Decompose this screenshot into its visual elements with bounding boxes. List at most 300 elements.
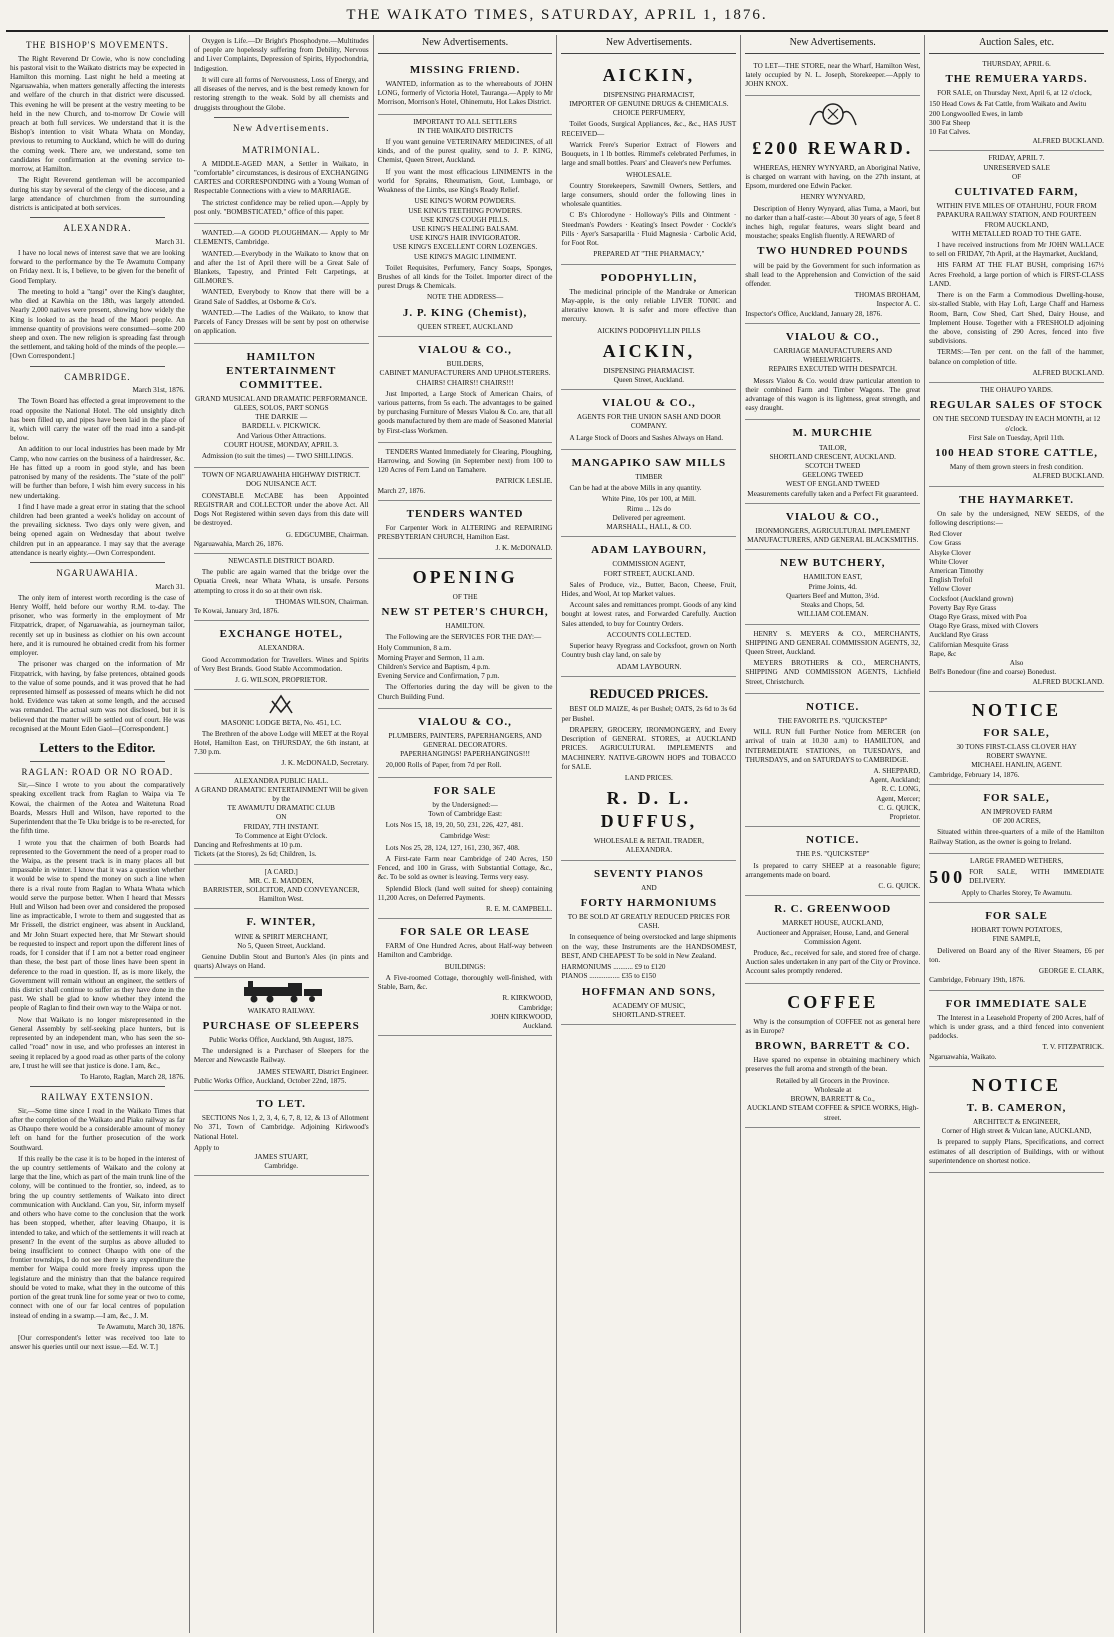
ngaruawahia-heading: NGARUAWAHIA. [56,568,139,579]
notice-heading-2: NOTICE. [806,834,860,847]
hoffman: HOFFMAN AND SONS, [581,985,716,998]
bonedust: Bell's Bonedour (fine and coarse) Bonedust. [929,668,1057,677]
greenwood-ad: R. C. GREENWOOD MARKET HOUSE, AUCKLAND, Auctioneer and Appraiser, House, Land, and General Commission Agent. Produce, &c., received for sale, and stored free of charge. Auction sales undertaken in any part of the City or Province. Account sales promptly rendered. [745,896,920,983]
town-ngaruawahia: TOWN OF NGARUAWAHIA HIGHWAY DISTRICT. [201,471,361,480]
madden-name: MR. C. E. MADDEN, [248,876,314,885]
st-peters: NEW ST PETER'S CHURCH, [381,605,549,618]
jp-addr: QUEEN STREET, AUCKLAND [417,322,513,331]
dog-act-ad [194,468,369,554]
seed-12: Californian Mesquite Grass [929,640,1009,649]
quickstep-sheep-ad [745,827,920,896]
reward: £200 REWARD. [752,137,914,158]
undersigned: by the Undersigned:— [432,800,498,809]
divider [30,366,165,367]
divider [30,1086,165,1087]
exchange-place: ALEXANDRA. [257,644,305,653]
buildings-text: A Five-roomed Cottage, thoroughly well-finished, with Stable, Barn, &c. [377,973,553,992]
cg-quick: C. G. QUICK. [878,882,921,891]
admission: Admission (to suit the times) — TWO SHILLINGS. [201,452,354,461]
locomotive-icon [236,981,326,1003]
new-ads-heading: New Advertisements. [378,35,553,54]
immediate-sale-ad [929,991,1104,1067]
duffus-place: ALEXANDRA. [625,846,673,855]
coffee: COFFEE [787,991,879,1012]
immediate-text: The Interest in a Leasehold Property of 200 Acres, half of which is under grass, and a third fenced into convenient paddocks. [929,1013,1104,1041]
second-tuesday: ON THE SECOND TUESDAY IN EACH MONTH, at 12 o'clock. [932,415,1101,433]
podophyllin-ad: PODOPHYLLIN, The medicinal principle of the Mandrake or American May-apple, is the only reliable LIVER TONIC and alterative known. It is safer and more effective than mercury. AICKIN'S PODOPHYLLIN PILLS AICKIN, DISPENSING PHARMACIST. Queen Street, Auckland. [561,265,736,391]
campbell: R. E. M. CAMPBELL. [485,904,553,913]
coffee-works: AUCKLAND STEAM COFFEE & SPICE WORKS, High-street. [746,1104,919,1122]
use-item-2: USE KING'S COUGH PILLS. [420,215,510,224]
to-let-store-ad [745,57,920,97]
note-address: NOTE THE ADDRESS— [427,293,504,302]
wholesale-at: Wholesale at [814,1085,852,1094]
cultivated: CULTIVATED FARM, [954,186,1079,199]
seventy-pianos: SEVENTY PIANOS [593,867,704,880]
for-sale-intro: FOR SALE, on Thursday Next, April 6, at 12 o'clock, [937,89,1092,98]
seed-10: Otago Rye Grass, mixed with Clovers [929,622,1039,631]
produce: Sales of Produce, viz., Butter, Bacon, Cheese, Fruit, Hides, and Wool, At top Market values. [561,580,737,599]
kirkwood-place: Cambridge; [518,1003,553,1012]
rimu: Rimu ... 12s do [626,504,671,513]
column-4 [557,35,741,1633]
adam-sign: ADAM LAYBOURN. [616,662,682,671]
inspector: Inspector A. C. [876,300,921,309]
chairs: CHAIRS! CHAIRS!! CHAIRS!!! [416,378,514,387]
vialou-sash-ad [561,390,736,450]
column-1: THE BISHOP'S MOVEMENTS. The Right Reverend Dr Cowie, who is now concluding his pastoral visit to the Waikato districts may be expected in Hamilton this morning. Last night he held a meeting at Ngaruawahia, when matters generally affecting the interests and welfare of the church in that district were discussed. This evening he will be present at the vestry meeting to be held in the new Church, and to-morrow Dr Cowie will preach at both full services. We understand that it is the Bishop's intention to visit Whata Whata on Monday, previous to returning to Auckland, which he will do during the coming week. There are, we understand, some ten candidates for confirmation at the evening service to-morrow, at Hamilton. The Right Reverend gentleman will be accompanied during his stay by several of the clergy of the diocese, and a large attendance of churchmen from the surrounding districts is anticipated at both services. ALEXANDRA. March 31. I have no local news of interest save that we are looking forward to the performance by the Te Awamutu Company on Friday next. It is, I believe, to be given for the benefit of Good Templary. The meeting to hold a "tangi" over the King's daughter, who died at Kawhia on the 18th, was largely attended. Nearly 2,000 natives were present, showing how widely the King is looked to as the head of the Maori people. An immense quantity of provisions were consumed—some 200 sheep and oxen. The new religion is spreading fast through the settlement, and taking hold of the minds of the people.—[Own Correspondent.] CAMBRIDGE. March 31st, 1876. The Town Board has effected a great improvement to the road opposite the National Hotel. The old unsightly ditch has been filled up, and pipes have been laid in the place of it, which will carry the water off the road into a sand-pit below. An addition to our local industries has been made by Mr Camp, who now carries on the business of a hairdresser, &c. He has fitted up a room in good style, and has been patronised by many of the residents. The "state of the poll" will be further than before, I wish him every success in his new undertaking. I find I have made a great error in stating that the school children had been granted a week's holiday on account of the prevailing sickness. Two days only were given, and being opened again on Wednesday that about twelve children put in an appearance. I may say that the average attendance is nearly eighty.—Own Correspondent. NGARUAWAHIA. March 31. The only item of interest worth recording is the case of Henry Wolff, held before our worthy R.M. to-day. The prisoner, who was formerly in the employment of Mr Fitzpatrick, draper, of Ngaruawahia, as journeyman tailor, recently set up in business as clothier on his own account here, and it is rumoured he obtained credit from his former employer. The prisoner was charged on the information of Mr Fitzpatrick, with having, by false pretences, obtained goods to the value of some pounds, and it was proved that he had represented himself as possessed of means which he did not hold. Evidence was taken at some length, and the accused was remanded. The actual sum was not disclosed, but it is believed that the matter will be settled out of court. He was recognised at the Mount Eden Gaol—[Correspondent.] Letters to the Editor. RAGLAN: ROAD OR NO ROAD. Sir,—Since I wrote to you about the comparatively speaking excellent track from Raglan to Waipa via Te Kowai, the chairmen of the Aotea and Waitetuna Road Boards, Messrs Hull and Wilson, have reported to the Superintendent that the Te Uku bridge is to be re-erected, for the fifth time. I wrote you that the chairmen of both Boards had represented to the Government the need of a proper road to the Waipa, as the present track is in many places all but impassable in winter. I know that it was a question whether it would be wise to spend the money on such a line when there is a rival route from Raglan to Whata Whata which would serve the purpose better. When I heard that Messrs Hull and Wilson had been over and considered the proposed line as impracticable, I wrote to them and suggested that as Mr Frissell, the district engineer, was absent in Auckland, and Mr John Stuart expected here, that Mr Stewart should be requested to inspect and report upon the different lines of roads, for I consider that if I am not a better road engineer than these, the best part of those lines have been spent in deference to the road in question. If, as is more likely, the Government will remain without an engineer, the settlers of this district shall continue to suffer as they have done in the past. We shall be glad to know whether they intend the people of Raglan to find their own way to the Waipa or not. Now that Waikato is no longer misrepresented in the General Assembly by self-seeking place hunters, but is represented by an independent man, who has seen the so-called "road" now in use, and who professes an interest in seeing it replaced by a good road as other parts of the colony are, I trust he will see that justice is done. I am, &c., To Haroto, Raglan, March 28, 1876. RAILWAY EXTENSION. Sir,—Some time since I read in the Waikato Times that after the completion of the Waikato and Piako railway as far as Ohaupo there would be a considerable amount of money left on hand for the further prosecution of the work Southward. If this really be the case it is to be hoped in the interest of the up country settlements of Waikato and the colony at large that the line, which as part of the main trunk line of the colony, will be continued to the frontier, so, indeed, as to bring the up country settlements of Waikato into direct communication with Auckland. Can you, Sir, inform myself and others who have come to the conclusion that the work has been stopped, whether, after leaving Ohaupo, it is intended to take, and which of the settlements it will reach at present? In the event of the surplus as above alluded to being insufficient to connect Ohaupo with one of the frontier townships, I do not see there is any expenditure the member for Waipa could more freely impress upon the legislature and the ministry than that the balance required should be voted to make, what they in the outcome of this portion of the great trunk line for some year or two to come, connect with one of our far local centres of population instead of ending in a swamp.—I am, &c., J. M. Te Awamutu, March 30, 1876. [Our correspondent's letter was received too late to answer his queries until our next issue.—Ed. W. T.] [6,35,190,1633]
matrimonial-ad: MATRIMONIAL. A MIDDLE-AGED MAN, a Settler in Waikato, in "comfortable" circumstances, is desirous of EXCHANGING CARTES and CORRESPONDING with a Young Woman of Respectable Connections with a view to MARRIAGE. The strictest confidence may be relied upon.—Apply by post only. "BOMBSTICATED," office of this paper. [194,137,369,224]
architect: ARCHITECT & ENGINEER, [972,1117,1061,1126]
for-sale-3: FOR SALE, [983,791,1050,804]
wanted-saddles: WANTED, Everybody to Know that there will be a Grand Sale of Saddles, at Osborne & Co's. [193,288,369,306]
commission-agent: COMMISSION AGENT, [612,560,686,569]
quick: C. G. QUICK, [878,803,921,812]
pw-office: Public Works Office, Auckland, 9th August, 1875. [208,1035,354,1044]
glees: GLEES, SOLOS, PART SONGS [233,403,329,412]
railway-ad [194,978,369,1091]
hamilton-label: HAMILTON. [445,621,485,630]
use-item-5: USE KING'S EXCELLENT CORN LOZENGES. [392,243,538,252]
sale-or-lease: FOR SALE OR LEASE [400,926,530,939]
exchange-hotel: EXCHANGE HOTEL, [219,628,343,641]
repairs: REPAIRS EXECUTED WITH DESPATCH. [768,365,897,374]
sleepers-heading: PURCHASE OF SLEEPERS [202,1019,360,1032]
king-chemist-ad: IMPORTANT TO ALL SETTLERS IN THE WAIKATO DISTRICTS If you want genuine VETERINARY MEDICINES, of all kinds, and of the purest quality, send to J. P. KING, Chemist, Queen Street, Auckland. If you want the most efficacious LINIMENTS in the world for Sprains, Rheumatism, Gout, Lumbago, or Weakness of the Limbs, use King's Ready Relief. USE KING'S WORM POWDERS. USE KING'S TEETHING POWDERS. USE KING'S COUGH PILLS. USE KING'S HEALING BALSAM. USE KING'S HAIR INVIGORATOR. USE KING'S EXCELLENT CORN LOZENGES. USE KING'S MAGIC LINIMENT. Toilet Requisites, Perfumery, Fancy Soaps, Sponges, Brushes of all kinds for the Toilet. Importer direct of the purest Drugs & Chemicals. NOTE THE ADDRESS— J. P. KING (Chemist), QUEEN STREET, AUCKLAND [378,115,553,337]
timber-text: Can be had at the above Mills in any quantity. [569,484,702,493]
railway-text: Sir,—Some time since I read in the Waikato Times that after the completion of the Waikato and Piako railway as far as Ohaupo there would be a considerable amount of money left on hand for the further prosecution of the work Southward. [10,1106,185,1152]
constable-text: CONSTABLE McCABE has been Appointed REGISTRAR and COLLECTOR under the above Act. All Dogs Not Registered within seven days from this date will be destroyed. [193,491,369,528]
wethers: LARGE FRAMED WETHERS, [970,856,1064,865]
winter-ad [194,909,369,978]
patrick-leslie: PATRICK LESLIE. [495,477,553,486]
grand-perf: GRAND MUSICAL AND DRAMATIC PERFORMANCE. [195,394,368,403]
butchery-ad [745,550,920,624]
cultivated-farm-ad: FRIDAY, APRIL 7. UNRESERVED SALE OF CULTIVATED FARM, WITHIN FIVE MILES OF OTAHUHU, FOUR FROM PAPAKURA RAILWAY STATION, AND FOURTEEN FROM AUCKLAND, WITH METALLED ROAD TO THE GATE. I have received instructions from Mr JOHN WALLACE to sell on FRIDAY, 7th April, at the Haymarket, Auckland, HIS FARM AT THE FLAT BUSH, comprising 167½ Acres Freehold, a large portion of which is FIRST-CLASS LAND. There is on the Farm a Commodious Dwelling-house, six-stalled Stable, with Hay Loft, Large Chaff and Harness Room, Barn, Cow Shed, Cart Shed, Dairy House, and Implement House. Together with a FRESHOLD adjoining the above, consisting of 290 Acres, fenced into five subdivisions. TERMS:—Ten per cent. on the fall of the hammer, balance on completion of title. ALFRED BUCKLAND. [929,151,1104,383]
farm-text: A First-rate Farm near Cambridge of 240 Acres, 150 Fenced, and 100 in Grass, with Substantial Cottage, &c., &c. To be sold as owner is leaving. Terms very easy. [377,854,553,882]
tenders-church-ad [378,501,553,559]
ohaupo-ad [929,383,1104,486]
fitz-place: Ngaruawahia, Waikato. [929,1052,997,1061]
hamilton-east: HAMILTON EAST, [803,573,863,582]
church-opening-ad [378,559,553,709]
acres: OF 200 ACRES, [992,817,1041,826]
meyers-brothers: MEYERS BROTHERS & CO., MERCHANTS, SHIPPING AND COMMISSION AGENTS, Lichfield Street, Christchurch. [745,659,921,686]
to-let-store: TO LET—THE STORE, near the Wharf, Hamilton West, lately occupied by N. L. Joseph, Storekeeper.—Apply to JOHN KNOX. [745,61,921,89]
dancing: Dancing and Refreshments at 10 p.m. [193,841,303,850]
henry-meyers: HENRY S. MEYERS & CO., MERCHANTS, SHIPPING AND GENERAL COMMISSION AGENTS, 32, Queen Street, Auckland. [745,629,921,656]
flat-bush: HIS FARM AT THE FLAT BUSH, comprising 167½ Acres Freehold, a large portion of which is FIRST-CLASS LAND. [929,261,1104,288]
seed-6: Yellow Clover [929,585,971,594]
seed-1: Cow Grass [929,539,961,548]
seed-2: Alsyke Clover [929,548,971,557]
winter-text: Genuine Dublin Stout and Burton's Ales (in pints and quarts) Always on Hand. [193,952,369,971]
seed-7: Cocksfoot (Auckland grown) [929,594,1014,603]
notice-3: NOTICE [972,1074,1062,1095]
stock-item-1: 200 Longwoolled Ewes, in lamb [929,109,1023,118]
newcastle-heading: NEWCASTLE DISTRICT BOARD. [228,557,335,566]
splendid-block: Splendid Block (land well suited for sheep) containing 11,200 Acres, on Deferred Payments. [377,884,553,902]
waikato-railway: WAIKATO RAILWAY. [247,1006,315,1015]
buckland-4: ALFRED BUCKLAND. [1032,677,1104,686]
union-sash: AGENTS FOR THE UNION SASH AND DOOR COMPANY. [576,413,721,431]
alexandra-hall-ad [194,774,369,865]
clover-hay: 30 TONS FIRST-CLASS CLOVER HAY [956,742,1077,751]
reward-text: WHEREAS, HENRY WYNYARD, an Aboriginal Native, is charged on warrant with having, on the 27th instant, at Epsom, murdered one Edwin Packer. [745,163,921,191]
vialou-iron-ad [745,504,920,551]
to-let-heading: TO LET. [256,1098,306,1110]
use-item-0: USE KING'S WORM POWDERS. [414,197,516,206]
commence: To Commence at Eight O'clock. [235,831,328,840]
sheep-text: Is prepared to carry SHEEP at a reasonable figure; arrangements made on board. [745,861,921,879]
auckland-sign: Auckland. [522,1021,553,1030]
wynyard: HENRY WYNYARD, [800,193,865,202]
apply-to: Apply to [193,1143,220,1152]
raglan-sign: To Haroto, Raglan, March 28, 1876. [80,1072,185,1081]
steaks: Steaks and Chops, 5d. [800,601,865,610]
aickin-sub: DISPENSING PHARMACIST, [603,90,695,99]
hamilton-west: Hamilton West. [258,895,304,904]
geelong-tweed: GEELONG TWEED [802,471,864,480]
ohaupo: THE OHAUPO YARDS. [980,386,1053,395]
improved: AN IMPROVED FARM [980,807,1053,816]
prepared: PREPARED AT "THE PHARMACY," [593,250,705,259]
swayne-date: Cambridge, February 14, 1876. [929,770,1020,779]
buckland-1: ALFRED BUCKLAND. [1032,137,1104,146]
duffus-ad: REDUCED PRICES. BEST OLD MAIZE, 4s per Bushel; OATS, 2s 6d to 3s 6d per Bushel. DRAPERY, GROCERY, IRONMONGERY, and Every Description of GENERAL STORES, at AUCKLAND PRICES. AGRICULTURAL IMPLEMENTS and MACHINERY. NATIVE-GROWN HOPS and TOBACCO for SALE. LAND PRICES. R. D. L. DUFFUS, WHOLESALE & RETAIL TRADER, ALEXANDRA. [561,677,736,861]
patrick-date: March 27, 1876. [377,486,426,495]
sleepers-text: The undersigned is a Purchaser of Sleepers for the Mercer and Newcastle Railway. [193,1047,369,1065]
aickin-ad: AICKIN, DISPENSING PHARMACIST, IMPORTER OF GENUINE DRUGS & CHEMICALS. CHOICE PERFUMERY, Toilet Goods, Surgical Appliances, &c., &c., HAS JUST RECEIVED— Warrick Frere's Superior Extract of Flowers and Bouquets, in 1 lb bottles. Rimmel's celebrated Perfumes, in large and small bottles. Pears' and Cleaver's new Perfumes. WHOLESALE. Country Storekeepers, Sawmill Owners, Settlers, and large consumers, should order the following lines in wholesale quantities. C B's Chlorodyne · Holloway's Pills and Ointment · Steedman's Powders · Keating's Insect Powder · Cockle's Pills · Ayer's Sarsaparilla · Fluid Magnesia · Carbolic Acid, for Foot Rot. PREPARED AT "THE PHARMACY," [561,57,736,265]
quickstep-2: THE P.S. "QUICKSTEP" [795,850,870,859]
white-pine: White Pine, 10s per 100, at Mill. [601,495,696,504]
use-item-1: USE KING'S TEETHING POWDERS. [408,206,522,215]
alexandra-date: March 31. [155,237,185,246]
unreserved: UNRESERVED SALE [983,163,1050,172]
buckland-3: ALFRED BUCKLAND. [1032,472,1104,481]
aickin-name: AICKIN, [602,64,696,85]
jk-mcdonald: J. K. McDONALD. [495,544,553,553]
marshall: MARSHALL, HALL, & CO. [606,523,692,532]
wanted-gilmore: WANTED.—Everybody in the Waikato to know that on and after the 1st of April there will be a Great Sale of Blankets, Tapestry, and Printed Felt Carpetings, at GILMORE'S. [193,249,369,286]
newcastle-text: The public are again warned that the bridge over the Opuatia Creek, near Whata Whata, is unsafe. Persons attempting to cross it do so at their own risk. [193,568,369,595]
wanted-ploughman: WANTED.—A GOOD PLOUGHMAN.— Apply to Mr CLEMENTS, Cambridge. [193,229,369,247]
town-east: Town of Cambridge East: [428,809,503,818]
stock-item-2: 300 Fat Sheep [929,118,971,127]
farm-instructions: I have received instructions from Mr JOHN WALLACE to sell on FRIDAY, 7th April, at the Haymarket, Auckland, [929,241,1104,259]
farm-hundred: FARM of One Hundred Acres, about Half-way between Hamilton and Cambridge. [377,942,553,960]
reward-ad: £200 REWARD. WHEREAS, HENRY WYNYARD, an Aboriginal Native, is charged on warrant with having, on the 27th instant, at Epsom, murdered one Edwin Packer. HENRY WYNYARD, Description of Henry Wynyard, alias Tuma, a Maori, but no darker than a half-caste:—About 30 years of age, 5 feet 8 inches high, regular features, wears slight beard and moustache; speaks English fluently. A REWARD of TWO HUNDRED POUNDS will be paid by the Government for such information as shall lead to the Apprehension and Conviction of the said offender. THOMAS BROHAM, Inspector A. C. Inspector's Office, Auckland, January 28, 1876. [745,96,920,323]
use-item-6: USE KING'S MAGIC LINIMENT. [413,252,517,261]
sections-text: SECTIONS Nos 1, 2, 3, 4, 6, 7, 8, 12, & 13 of Allotment No 371, Town of Cambridge. Adjoining Kirkwood's National Hotel. [193,1114,369,1141]
r-kirkwood: R. KIRKWOOD, [502,994,553,1003]
paper-text: 20,000 Rolls of Paper, from 7d per Roll. [385,761,502,770]
vialou-name-4: VIALOU & CO., [785,330,880,343]
missing-text: WANTED, information as to the whereabouts of JOHN LONG, formerly of Victoria Hotel, Tauranga.—Apply to Mr Morrison, Morrison's Hotel, Ohinemutu, Hot Lakes District. [377,79,553,107]
delivered: Delivered on Board any of the River Steamers, £6 per ton. [929,946,1104,964]
seed-0: Red Clover [929,530,963,539]
tenders-clearing-ad [378,443,553,501]
masonic-ad [194,690,369,773]
meyers-ad [745,625,920,694]
brown-text: Have spared no expense in obtaining machinery which preserves the full aroma and strength of the bean. [745,1056,921,1074]
tenders-wanted: TENDERS WANTED [406,507,524,520]
king-text: If you want genuine VETERINARY MEDICINES, of all kinds, and of the purest quality, send to J. P. KING, Chemist, Queen Street, Auckland. [377,137,553,165]
stock-item-0: 150 Head Cows & Fat Cattle, from Waikato and Awitu [929,100,1087,109]
potatoes-ad [929,903,1104,990]
harmoniums-price: HARMONIUMS ........... £9 to £120 [561,963,666,972]
court-house: COURT HOUSE, MONDAY, APRIL 3. [223,440,339,449]
retailed: Retailed by all Grocers in the Province. [775,1076,890,1085]
west-england-tweed: WEST OF ENGLAND TWEED [785,480,880,489]
jp-king: J. P. KING (Chemist), [402,306,528,319]
agent-mercer: Agent, Mercer; [876,794,921,803]
murchie-ad [745,420,920,503]
sale-lease-ad [378,919,553,1036]
quickstep-ad [745,694,920,827]
bishop-text: The Right Reverend Dr Cowie, who is now concluding his pastoral visit to the Waikato districts may be expected in Hamilton this morning. Last night he held a meeting at Ngaruawahia, when matters generally affecting the interests and welfare of the church in that district were discussed. This evening he will be present at the vestry meeting to be held in the new Church, and to-morrow Dr Cowie will preach at both full services. We understand that it is the Bishop's intention to visit Whata Whata on Monday, previous to returning to Auckland, which he will do during the coming week. There are, we understand, some ten candidates for confirmation at the evening service to-morrow, at Hamilton. [10,54,185,174]
masonic-secretary: J. K. McDONALD, Secretary. [281,759,369,768]
improved-farm-ad [929,785,1104,854]
masthead [6,0,1108,32]
service-0: Holy Communion, 8 a.m. [377,644,452,653]
queen-st: Queen Street, Auckland. [613,375,685,384]
dog-act: DOG NUISANCE ACT. [245,480,317,489]
seed-9: Otago Rye Grass, mixed with Poa [929,613,1027,622]
matrimonial-text: A MIDDLE-AGED MAN, a Settler in Waikato, in "comfortable" circumstances, is desirous of EXCHANGING CARTES and CORRESPONDING with a Young Woman of Respectable Connections with a view to MARRIAGE. [193,159,369,196]
aickin-text: Toilet Goods, Surgical Appliances, &c., &c., HAS JUST RECEIVED— [561,120,737,138]
newspaper-columns [6,35,1108,1633]
dispensing-2: DISPENSING PHARMACIST. [603,366,695,375]
notice: NOTICE [972,699,1062,720]
campbell-for-sale-ad [378,778,553,919]
proprietor: Proprietor. [889,813,921,822]
aickin-name-2: AICKIN, [602,340,696,361]
thomas-date: Te Kowai, January 3rd, 1876. [193,607,279,616]
column-2: Oxygen is Life.—Dr Bright's Phosphodyne.—Multitudes of people are hopelessly suffering from Debility, Nervous and Liver Complaints, Depression of Spirits, Hypochondria, Indigestion. It will cure all forms of Nervousness, Loss of Energy, and all diseases of the nerves, and is the best remedy known for restoring strength to the weak. Sold by all chemists and druggists throughout the Globe. New Advertisements. MATRIMONIAL. A MIDDLE-AGED MAN, a Settler in Waikato, in "comfortable" circumstances, is desirous of EXCHANGING CARTES and CORRESPONDING with a Young Woman of Respectable Connections with a view to MARRIAGE. The strictest confidence may be relied upon.—Apply by post only. "BOMBSTICATED," office of this paper. WANTED.—A GOOD PLOUGHMAN.— Apply to Mr CLEMENTS, Cambridge. WANTED.—Everybody in the Waikato to know that on and after the 1st of April there will be a Great Sale of Blankets, Tapestry, and Printed Felt Carpetings, at GILMORE'S. WANTED, Everybody to Know that there will be a Grand Sale of Saddles, at Osborne & Co's. WANTED.—The Ladies of the Waikato, to know that Parcels of Fancy Dresses will be sent by post on otherwise on application. HAMILTON ENTERTAINMENT COMMITTEE. GRAND MUSICAL AND DRAMATIC PERFORMANCE. GLEES, SOLOS, PART SONGS THE DARKIE — BARDELL v. PICKWICK. And Various Other Attractions. COURT HOUSE, MONDAY, APRIL 3. Admission (to suit the times) — TWO SHILLINGS. TOWN OF NGARUAWAHIA HIGHWAY DISTRICT. DOG NUISANCE ACT. CONSTABLE McCABE has been Appointed REGISTRAR and COLLECTOR under the above Act. All Dogs Not Registered within seven days from this date will be destroyed. G. EDGCUMBE, Chairman. Ngaruawahia, March 26, 1876. NEWCASTLE DISTRICT BOARD. The public are again warned that the bridge over the Opuatia Creek, near Whata Whata, is unsafe. Persons attempting to cross it do so at their own risk. THOMAS WILSON, Chairman. Te Kowai, January 3rd, 1876. EXCHANGE HOTEL, ALEXANDRA. Good Accommodation for Travellers. Wines and Spirits of Very Best Brands. Good Stable Accommodation. J. G. WILSON, PROPRIETOR. MASONIC LODGE BETA, No. 451, I.C. The Brethren of the above Lodge will MEET at the Royal Hotel, Hamilton East, on THURSDAY, the 6th instant, at 7.30 p.m. J. K. McDONALD, Secretary. ALEXANDRA PUBLIC HALL. A GRAND DRAMATIC ENTERTAINMENT Will be given by the TE AWAMUTU DRAMATIC CLUB ON FRIDAY, 7TH INSTANT. To Commence at Eight O'clock. Dancing and Refreshments at 10 p.m. Tickets (at the Stores), 2s 6d; Children, 1s. [A CARD.] MR. C. E. MADDEN, BARRISTER, SOLICITOR, AND CONVEYANCER, Hamilton West. F. WINTER, WINE & SPIRIT MERCHANT, No 5, Queen Street, Auckland. Genuine Dublin Stout and Burton's Ales (in pints and quarts) Always on Hand. WAIKATO RAILWAY. PURCHASE OF SLEEPERS Public Works Office, Auckland, 9th August, 1875. The undersigned is a Purchaser of Sleepers for the Mercer and Newcastle Railway. JAMES STEWART, District Engineer. Public Works Office, Auckland, October 22nd, 1875. TO LET. SECTIONS Nos 1, 2, 3, 4, 6, 7, 8, 12, & 13 of Allotment No 371, Town of Cambridge. Adjoining Kirkwood's National Hotel. Apply to JAMES STUART, Cambridge. [190,35,374,1633]
new-ads-heading: New Advertisements. [561,35,736,54]
tenders-clearing: TENDERS Wanted Immediately for Clearing, Ploughing, Harrowing, and Sowing (in September next) from 100 to 120 Acres of Fern Land on Tamahere. [377,447,553,475]
measurements: Measurements carefully taken and a Perfect Fit guaranteed. [747,489,919,498]
broham-date: Inspector's Office, Auckland, January 28, 1876. [745,309,883,318]
winter-addr: No 5, Queen Street, Auckland. [237,941,326,950]
letters-heading: Letters to the Editor. [39,740,156,756]
vialou-name-2: VIALOU & CO., [418,715,512,728]
friday: FRIDAY, APRIL 7. [988,154,1045,163]
seed-11: Auckland Rye Grass [929,631,989,640]
and-label: AND [641,883,657,892]
for-sale: FOR SALE [433,784,497,797]
cambridge-date: March 31st, 1876. [132,386,185,395]
vialou-name-5: VIALOU & CO., [785,510,880,523]
divider [30,562,165,563]
vialou-carriage-ad: VIALOU & CO., CARRIAGE MANUFACTURERS AND WHEELWRIGHTS. REPAIRS EXECUTED WITH DESPATCH. Messrs Vialou & Co. would draw particular attention to their combined Farm and Timber Wagons. The great advantage of this wagon is its lightness, great strength, and easy draught. [745,324,920,421]
land-prices: LAND PRICES. [624,773,673,782]
wholesale-heading: WHOLESALE. [626,170,672,179]
ngaruawahia-date: March 31. [155,582,185,591]
card-label: [A CARD.] [264,867,298,876]
farm2-text: Situated within three-quarters of a mile of the Hamilton Railway Station, as the owner is going to Ireland. [929,828,1104,846]
quickstep-text: WILL RUN full Further Notice from MERCER (on arrival of train at 10.30 a.m) to HAMILTON, and INTERMEDIATE STATIONS, on TUESDAYS, and THURSDAYS, and on SATURDAYS to CAMBRIDGE. [745,728,921,764]
wholesale-text: Country Storekeepers, Sawmill Owners, Settlers, and large consumers, should order the following lines in wholesale quantities. [561,181,737,209]
barrister: BARRISTER, SOLICITOR, AND CONVEYANCER, [203,886,360,894]
use-item-4: USE KING'S HAIR INVIGORATOR. [409,234,521,243]
brown-barrett-2: BROWN, BARRETT & Co., [790,1095,875,1104]
grand-entertainment: A GRAND DRAMATIC ENTERTAINMENT Will be given by the [194,785,368,804]
railway-heading: RAILWAY EXTENSION. [41,1092,154,1103]
notice-heading-1: NOTICE. [806,700,860,713]
winter-name: F. WINTER, [246,916,317,929]
tenders-church-text: For Carpenter Work in ALTERING and REPAIRING PRESBYTERIAN CHURCH, Hamilton East. [377,523,553,542]
brown-barrett: BROWN, BARRETT & CO. [755,1040,911,1053]
missing-friend: MISSING FRIEND. [409,63,521,76]
lots-west: Lots Nos 25, 28, 124, 127, 161, 230, 367, 408. [385,843,520,852]
other-attractions: And Various Other Attractions. [236,431,326,440]
column-6 [925,35,1108,1633]
railway-sign: Te Awamutu, March 30, 1876. [97,1322,185,1331]
seed-4: American Timothy [929,566,984,575]
terms: TERMS:—Ten per cent. on the fall of the hammer, balance on completion of title. [929,348,1104,366]
mangapiko: MANGAPIKO SAW MILLS [571,456,727,469]
long: R. C. LONG, [881,785,921,794]
accounts-collected: ACCOUNTS COLLECTED. [606,630,692,639]
cameron-addr: Corner of High street & Vulcan lane, AUCKLAND, [941,1127,1092,1136]
coleman: WILLIAM COLEMAN. [797,610,869,619]
pianos-ad: SEVENTY PIANOS AND FORTY HARMONIUMS TO BE SOLD AT GREATLY REDUCED PRICES FOR CASH. In consequence of being overstocked and large shipments on the way, these Instruments are the HANDSOMEST, BEST, AND CHEAPEST To be sold in New Zealand. HARMONIUMS ........... £9 to £120 PIANOS ................. £35 to £150 HOFFMAN AND SONS, ACADEMY OF MUSIC, SHORTLAND-STREET. [561,861,736,1025]
fitzpatrick: T. V. FITZPATRICK. [1042,1043,1104,1052]
auction-heading: Auction Sales, etc. [929,35,1104,54]
duffus: R. D. L. DUFFUS, [600,788,698,832]
fine-sample: FINE SAMPLE, [992,935,1041,944]
madden-ad [194,865,369,910]
divider [30,217,165,218]
fort-st: FORT STREET, AUCKLAND. [603,569,695,578]
many: Many of them grown steers in fresh condition. [949,463,1084,472]
of-label: OF [1011,172,1022,181]
on-label: ON [276,813,287,822]
winter-sub: WINE & SPIRIT MERCHANT, [234,932,328,941]
market-house: MARKET HOUSE, AUCKLAND, [782,919,884,928]
regular-sales: REGULAR SALES OF STOCK [929,399,1104,412]
paperhangings: PAPERHANGINGS! PAPERHANGINGS!!! [400,750,530,759]
use-item-3: USE KING'S HEALING BALSAM. [412,224,519,233]
bardell: BARDELL v. PICKWICK. [241,422,321,431]
cameron: T. B. CAMERON, [966,1101,1067,1114]
clark-date: Cambridge, February 19th, 1876. [929,976,1025,985]
ironmongers: IRONMONGERS, AGRICULTURAL IMPLEMENT MANUFACTURERS, AND GENERAL BLACKSMITHS. [747,526,919,545]
wilson-prop: J. G. WILSON, PROPRIETOR. [235,676,328,685]
carriage: CARRIAGE MANUFACTURERS AND WHEELWRIGHTS. [773,346,892,365]
new-ads-heading: New Advertisements. [745,35,920,54]
auctioneer: Auctioneer and Appraiser, House, Land, and General Commission Agent. [756,928,909,946]
james-stuart: JAMES STUART, [254,1152,308,1161]
john-kirkwood: JOHN KIRKWOOD, [490,1012,553,1021]
exchange-hotel-ad [194,621,369,690]
royal-coat-of-arms-icon [806,99,860,129]
in-waikato: IN THE WAIKATO DISTRICTS [417,126,513,135]
ngaruawahia-text: The only item of interest worth recording is the case of Henry Wolff, held before our worthy R.M. to-day. The prisoner, who was formerly in the employment of Mr Fitzpatrick, draper, of Ngaruawahia, as journeyman tailor, recently set up in business as clothier on his own account here, and it is rumoured he obtained credit from his former employer. [10,593,185,658]
exchange-text: Good Accommodation for Travellers. Wines and Spirits of Very Best Brands. Good Stable Accommodation. [193,655,369,673]
service-1: Morning Prayer and Sermon, 11 a.m. [377,653,485,662]
important: IMPORTANT TO ALL SETTLERS [413,117,517,126]
wanted-ads: WANTED.—A GOOD PLOUGHMAN.— Apply to Mr CLEMENTS, Cambridge. WANTED.—Everybody in the Waikato to know that on and after the 1st of April there will be a Great Sale of Blankets, Tapestry, and Printed Felt Carpetings, at GILMORE'S. WANTED, Everybody to Know that there will be a Grand Sale of Saddles, at Osborne & Co's. WANTED.—The Ladies of the Waikato, to know that Parcels of Fancy Dresses will be sent by post on otherwise on application. [194,224,369,343]
new-ads-heading: New Advertisements. [233,122,330,133]
masonic-emblem-icon [266,693,296,715]
wethers-ad [929,854,1104,903]
shortland-cres: SHORTLAND CRESCENT, AUCKLAND. [769,452,896,461]
scotch-tweed: SCOTCH TWEED [805,461,861,470]
alexandra-heading: ALEXANDRA. [63,223,132,234]
vialou-name: VIALOU & CO., [418,343,512,356]
raglan-heading: RAGLAN: ROAD OR NO ROAD. [21,766,174,777]
remuera-ad [929,57,1104,152]
cameron-text: Is prepared to supply Plans, Specifications, and correct estimates of all description of Buildings, with or without superintendence on shortest notice. [929,1138,1104,1165]
hobart: HOBART TOWN POTATOES, [971,926,1063,935]
coffee-question: Why is the consumption of COFFEE not as general here as in Europe? [745,1017,921,1035]
thursday: THURSDAY, APRIL 6. [982,59,1051,68]
podophyllin: PODOPHYLLIN, [600,271,698,284]
delivery: FOR SALE, WITH IMMEDIATE DELIVERY. [969,868,1104,886]
prime-joints: Prime Joints, 4d. [808,582,857,591]
cabinet: CABINET MANUFACTURERS AND UPHOLSTERERS. [379,369,551,378]
entertainment-ad [194,344,369,469]
head-cattle: 100 HEAD STORE CATTLE, [935,447,1098,460]
editor-note: [Our correspondent's letter was received too late to answer his queries until our next issue.—Ed. W. T.] [10,1333,185,1352]
alexandra-text: I have no local news of interest save that we are looking forward to the performance by the Te Awamutu Company on Friday next. It is, I believe, to be given for the benefit of Good Templary. [10,248,185,285]
adam-laybourn: ADAM LAYBOURN, [591,544,707,557]
tickets: Tickets (at the Stores), 2s 6d; Children, 1s. [193,850,317,859]
importer: IMPORTER OF GENUINE DRUGS & CHEMICALS. [569,100,729,109]
builders: BUILDERS, [446,360,484,369]
timber: TIMBER [635,473,663,481]
sold-label: TO BE SOLD AT GREATLY REDUCED PRICES FOR CASH. [567,913,731,931]
lots-east: Lots Nos 15, 18, 19, 20, 50, 231, 226, 427, 481. [385,821,524,830]
town-west: Cambridge West: [440,832,490,841]
murchie: M. MURCHIE [792,427,873,440]
pianos-price: PIANOS ................. £35 to £150 [561,972,656,981]
cambridge-text: The Town Board has effected a great improvement to the road opposite the National Hotel. The old unsightly ditch has been filled up, and pipes have been laid in the place of it, which will carry the water off the road into a sand-pit below. [10,397,185,443]
swayne: ROBERT SWAYNE. [986,752,1047,761]
laybourn-ad: ADAM LAYBOURN, COMMISSION AGENT, FORT STREET, AUCKLAND. Sales of Produce, viz., Butter, Bacon, Cheese, Fruit, Hides, and Wool, At top Market values. Account sales and remittances prompt. Goods of any kind bought at lowest rates, and Forwarded Carefully. Auction Sales attended, to buy for Country Orders. ACCOUNTS COLLECTED. Superior heavy Ryegrass and Cocksfoot, grown on North Country bush clay land, on sale by ADAM LAYBOURN. [561,537,736,676]
masonic-text: The Brethren of the above Lodge will MEET at the Royal Hotel, Hamilton East, on THURSDAY, the 6th instant, at 7.30 p.m. [193,729,369,757]
cambridge-heading: CAMBRIDGE. [64,371,131,382]
edgcumbe-date: Ngaruawahia, March 26, 1876. [193,539,284,548]
opening: OPENING [412,566,518,587]
seeds-intro: On sale by the undersigned, NEW SEEDS, of the following descriptions:— [929,509,1104,527]
metalled: WITH METALLED ROAD TO THE GATE. [951,229,1082,238]
mangapiko-ad [561,450,736,537]
buckland-2: ALFRED BUCKLAND. [1032,368,1104,377]
